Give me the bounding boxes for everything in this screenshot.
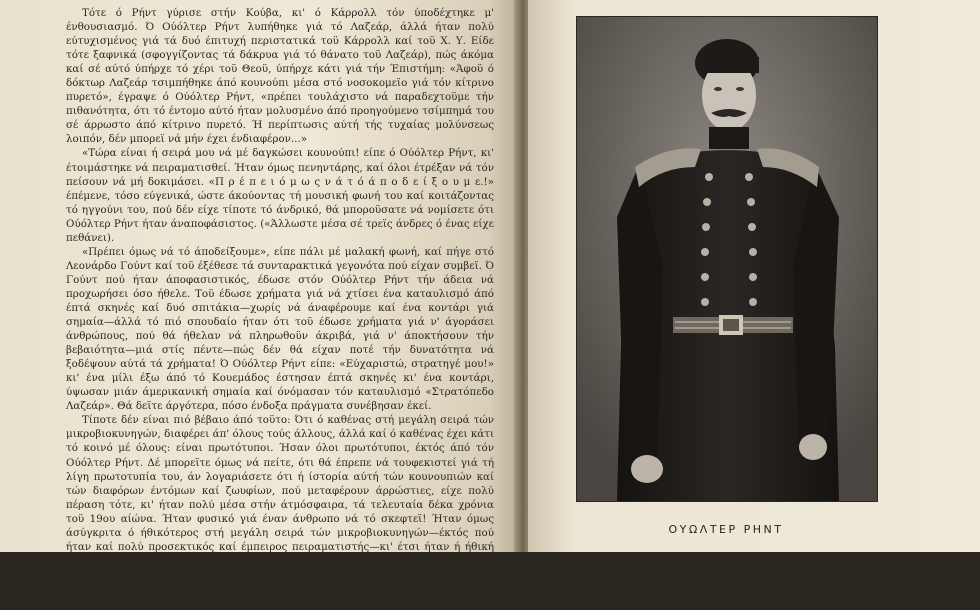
- paragraph-3: «Πρέπει όμως νά τό άποδείξουμε», είπε πάλι μέ μαλακή φωνή, καί πήγε στό Λεονάρδο Γούντ καί τοϋ έξέθεσε τά συνταρακτικά γεγονότα πού είχαν συμβεϊ. Ό Γούντ πού ήταν άποφασιστικός, έδωσε στόν Ούόλτερ Ρήντ τήν άδεια νά προχωρήσει όσο ήθελε. Τοϋ έδωσε χρήματα γιά νά χτίσει ένα καταυλισμό άπό έπτά σκηνές καί δυό σπιτάκια—χωρίς νά άναφέρουμε καί ένα κοντάρι γιά σημαία—άλλά τό πιό σπουδαίο ήταν ότι τοϋ έδωσε χρήματα γιά ν' άγοράσει άνθρώπους, πού θά ήθελαν νά πληρωθοϋν άκριβά, γιά ν' άποκτήσουν τήν βεβαιότητα—μιά στίς πέντε—πώς δέν θά είχαν ποτέ τήν δυνατότητα νά ξοδέψουν αύτά τά χρήματα! Ό Ούόλτερ Ρήντ είπε: «Εύχαριστώ, στρατηγέ μου!» κι' ένα μίλι έξω άπό τό Κουεμάδος έστησαν έπτά σκηνές κι' ένα κοντάρι, ύψωσαν μιάν άμερικανική σημαία καί όνόμασαν τόν καταυλισμό «Στρατόπεδο Λαζεάρ». Θά δεϊτε άργότερα, πόσο ένδοξα πράγματα συνέβησαν έκεί.: [66, 245, 494, 413]
- portrait-photo: [576, 16, 878, 502]
- photo-caption: ΟΥΩΛΤΕΡ ΡΗΝΤ: [668, 523, 784, 536]
- portrait-drawing: [577, 17, 877, 501]
- paragraph-1: Τότε ό Ρήντ γύρισε στήν Κούβα, κι' ό Κάρρολλ τόν ύποδέχτηκε μ' ένθουσιασμό. Ό Ούόλτερ Ρήντ λυπήθηκε γιά τό Λαζεάρ, άλλά ήταν πολύ εύτυχισμένος γιά τά δυό έπιτυχή περιστατικά τοϋ Κάρρολλ καί τοϋ Χ. Υ. Είδε τότε ξαφνικά (σφογγίζοντας τά δάκρυα γιά τό θάνατο τοϋ Λαζεάρ), πώς άκόμα καί σέ αύτό ύπήρχε τό χέρι τοϋ Θεοϋ, ύπήρχε κάτι γιά τήν Έπιστήμη: «Άφοϋ ό δόκτωρ Λαζεάρ τσιμπήθηκε άπό κουνούπι μέσα στό νοσοκομεϊο γιά τόν κίτρινο πυρετό», έγραψε ό Ούόλτερ Ρήντ, «πρέπει τουλάχιστο νά παραδεχτοϋμε τήν πιθανότητα, ότι τό έντομο αύτό ήταν μολυσμένο άπό προηγούμενο τσίμπημά του σέ άρρωστο άπό κίτρινο πυρετό. Ή περίπτωσις αύτή τής τυχαίας μολύνσεως λοιπόν, δέν μπορεϊ νά μήν έχει ένδιαφέρον...»: [66, 7, 494, 146]
- body-text: [66, 6, 494, 610]
- right-page: [528, 0, 980, 552]
- paragraph-4: Τίποτε δέν είναι πιό βέβαιο άπό τοϋτο: Ότι ό καθένας στή μεγάλη σειρά τών μικροβιοκυνηγών, διαφέρει άπ' όλους τούς άλλους, άλλά καί ό καθένας έχει κάτι τό κοινό μέ όλους: είναι πρωτότυποι. Ήσαν όλοι πρωτότυποι, έκτός άπό τόν Ούόλτερ Ρήντ. Δέ μπορεϊτε όμως νά πείτε, ότι θά έπρεπε νά τουφεκιστεί γιά τή λίγη πρωτοτυπία του, άν λογαριάσετε ότι ή ίστορία αύτή τών κουνουπιών καί τών διαφόρων έντόμων καί ζωυφίων, πού μεταφέρουν άρρώστιες, είχε πολύ πέραση τότε, κι' ήταν πολύ μέσα στήν άτμόσφαιρα, τά τελευταία δέκα χρόνια τοϋ 19ου αίώνα. Ήταν φυσικό γιά έναν άνθρωπο νά τό σκεφτεϊ! Ήταν όμως άσύγκριτα ό ήθικότερος στή μεγάλη σειρά τών μικροβιοκυνηγών—έκτός πού ήταν καί πολύ προσεκτικός καί έμπειρος πειραματιστής—κι' έτσι ήταν ή ήθική του ύπόσταση τοϋ είπε: «Πρέπει νά σκοτώσεις άνθρώπους γιά νά σώσεις άνθρώπους!», ό Ρήντ βάλθηκε νά σχεδιάσει μιά σειρά άπό δοκιμές. Ποτέ δέν ύπήρξε πιό άγαθός άνθρωπος, πού νά σκέφτηκε όμως πιό διαβολικά καί άνανδρα πειράματα!: [66, 414, 494, 609]
- paragraph-2: «Τώρα είναι ή σειρά μου νά μέ δαγκώσει κουνούπι! είπε ό Ούόλτερ Ρήντ, κι' έτοιμάστηκε νά πειραματισθεί. Ήταν όμως πενηντάρης, καί όλοι έτρέξαν νά τόν πείσουν νά μή δοκιμάσει. «Π ρ έ π ε ι ό μ ω ς ν ά τ ό ά π ο δ ε ί ξ ο υ μ ε.!» έπέμενε, τόσο εύγενικά, ώστε άκούοντας τή μουσική φωνή του καί κοιτάζοντας τό ηγγούνι του, πού δέν είχε τίποτε τό άνδρικό, θά μποροϋσατε νά νομίσετε ότι Ούόλτερ Ρήντ ήταν άναποφάσιστος. («Άλλωστε μέσα σέ τρεϊς άνδρες ό ένας είχε πεθάνει).: [66, 147, 494, 244]
